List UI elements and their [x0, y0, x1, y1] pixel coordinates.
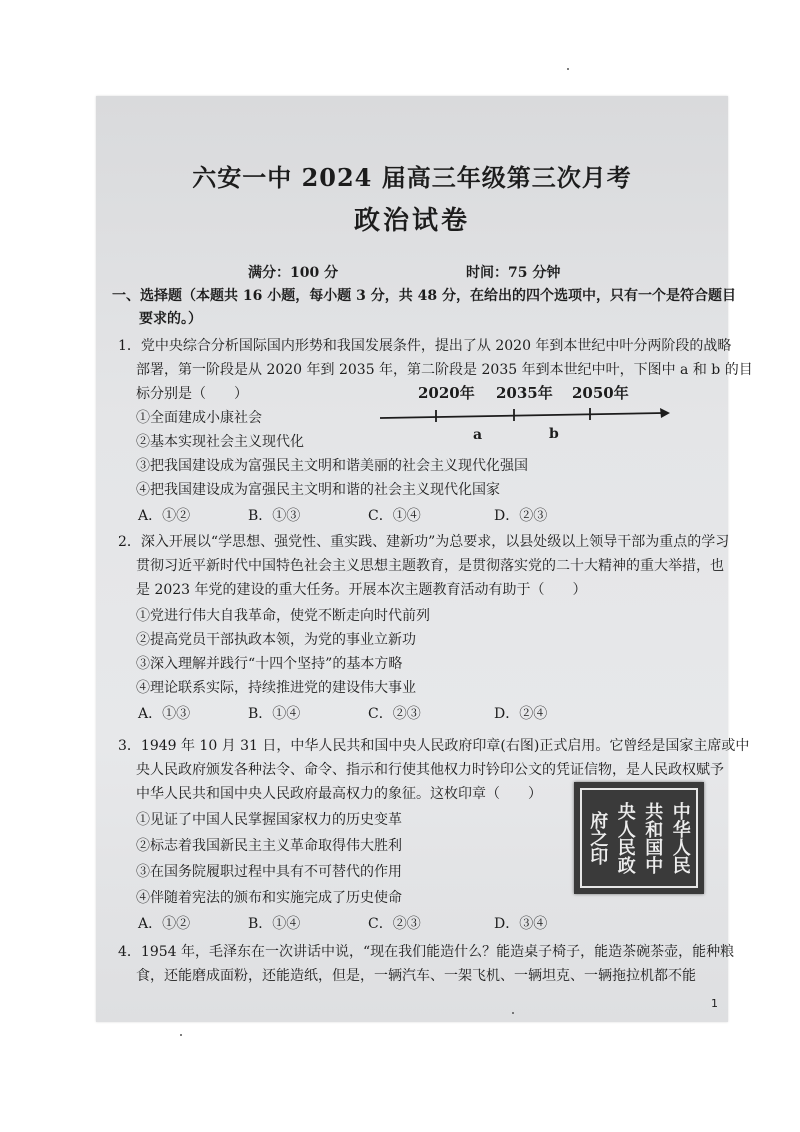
- page-number: 1: [711, 997, 718, 1010]
- dust-speck: [512, 1012, 514, 1014]
- timeline-year-2050: 2050年: [572, 384, 629, 402]
- exam-paper: [96, 96, 753, 1022]
- question-3-item: ②标志着我国新民主主义革命取得伟大胜利: [136, 838, 402, 854]
- exam-time: 时间：75 分钟: [466, 265, 561, 281]
- question-3-text: 中华人民共和国中央人民政府最高权力的象征。这枚印章（ ）: [136, 786, 542, 802]
- question-2-item: ④理论联系实际，持续推进党的建设伟大事业: [136, 680, 416, 696]
- question-2-text: 贯彻习近平新时代中国特色社会主义思想主题教育，是贯彻落实党的二十大精神的重大举措，也: [136, 558, 724, 574]
- dust-speck: [567, 68, 569, 70]
- question-1-text: 标分别是（ ）: [136, 386, 248, 402]
- option-c[interactable]: C．②③: [368, 916, 421, 932]
- section-heading: 一、选择题（本题共 16 小题，每小题 3 分，共 48 分，在给出的四个选项中，只有一个是符合题目: [112, 288, 736, 304]
- question-2-item: ②提高党员干部执政本领，为党的事业立新功: [136, 632, 416, 648]
- timeline-segment-b: b: [549, 426, 559, 442]
- question-1-text: 1．党中央综合分析国际国内形势和我国发展条件，提出了从 2020 年到本世纪中叶分两阶段的战略: [118, 338, 732, 354]
- dust-speck: [180, 1034, 182, 1036]
- option-d[interactable]: D．②④: [494, 706, 548, 722]
- seal-column: 共和国中: [642, 802, 664, 874]
- question-1-item: ③把我国建设成为富强民主文明和谐美丽的社会主义现代化强国: [136, 458, 528, 474]
- exam-subject: 政治试卷: [353, 206, 470, 236]
- question-2-text: 2．深入开展以“学思想、强党性、重实践、建新功”为总要求，以县处级以上领导干部为重点的学习: [118, 534, 730, 550]
- question-3-item: ④伴随着宪法的颁布和实施完成了历史使命: [136, 890, 402, 906]
- timeline-segment-a: a: [473, 427, 483, 443]
- option-c[interactable]: C．①④: [368, 508, 421, 524]
- question-3-item: ①见证了中国人民掌握国家权力的历史变革: [136, 812, 402, 828]
- option-a[interactable]: A．①③: [138, 706, 191, 722]
- seal-column: 中华人民: [669, 802, 691, 874]
- question-3-item: ③在国务院履职过程中具有不可替代的作用: [136, 864, 402, 880]
- question-1-item: ②基本实现社会主义现代化: [136, 434, 304, 450]
- section-heading-cont: 要求的。）: [139, 311, 202, 327]
- option-b[interactable]: B．①④: [248, 706, 301, 722]
- timeline-arrow: [660, 408, 670, 418]
- option-d[interactable]: D．③④: [494, 916, 548, 932]
- question-2-item: ①党进行伟大自我革命，使党不断走向时代前列: [136, 608, 430, 624]
- timeline-year-2035: 2035年: [496, 384, 553, 402]
- question-3-options: [96, 915, 728, 933]
- question-3-text: 3．1949 年 10 月 31 日，中华人民共和国中央人民政府印章(右图)正式启用。它曾经是国家主席或中: [118, 738, 750, 754]
- timeline-axis: [380, 413, 664, 418]
- option-a[interactable]: A．①②: [138, 916, 191, 932]
- question-1-options: [96, 507, 728, 525]
- option-a[interactable]: A．①②: [138, 508, 191, 524]
- question-2-options: [96, 705, 728, 723]
- timeline-diagram: [376, 381, 676, 451]
- question-2-text: 是 2023 年党的建设的重大任务。开展本次主题教育活动有助于（ ）: [136, 582, 587, 598]
- option-d[interactable]: D．②③: [494, 508, 548, 524]
- question-2-item: ③深入理解并践行“十四个坚持”的基本方略: [136, 656, 403, 672]
- government-seal-image: [574, 782, 704, 894]
- question-4-text: 食，还能磨成面粉，还能造纸，但是，一辆汽车、一架飞机、一辆坦克、一辆拖拉机都不能: [136, 968, 696, 984]
- option-b[interactable]: B．①③: [248, 508, 301, 524]
- question-1-item: ①全面建成小康社会: [136, 410, 262, 426]
- full-score: 满分：100 分: [248, 265, 339, 281]
- exam-title: 六安一中 2024 届高三年级第三次月考: [192, 163, 632, 192]
- question-1-item: ④把我国建设成为富强民主文明和谐的社会主义现代化国家: [136, 482, 500, 498]
- option-b[interactable]: B．①④: [248, 916, 301, 932]
- seal-column: 央人民政: [614, 802, 636, 874]
- seal-inner-frame: [580, 788, 698, 888]
- option-c[interactable]: C．②③: [368, 706, 421, 722]
- question-3-text: 央人民政府颁发各种法令、命令、指示和行使其他权力时钤印公文的凭证信物，是人民政权赋予: [136, 762, 724, 778]
- seal-column: 府之印: [587, 811, 609, 865]
- timeline-year-2020: 2020年: [418, 384, 475, 402]
- question-4-text: 4．1954 年，毛泽东在一次讲话中说，“现在我们能造什么？能造桌子椅子，能造茶碗茶壶，能种粮: [118, 944, 735, 960]
- question-1-text: 部署，第一阶段是从 2020 年到 2035 年，第二阶段是 2035 年到本世纪中叶，下图中 a 和 b 的目: [136, 362, 753, 378]
